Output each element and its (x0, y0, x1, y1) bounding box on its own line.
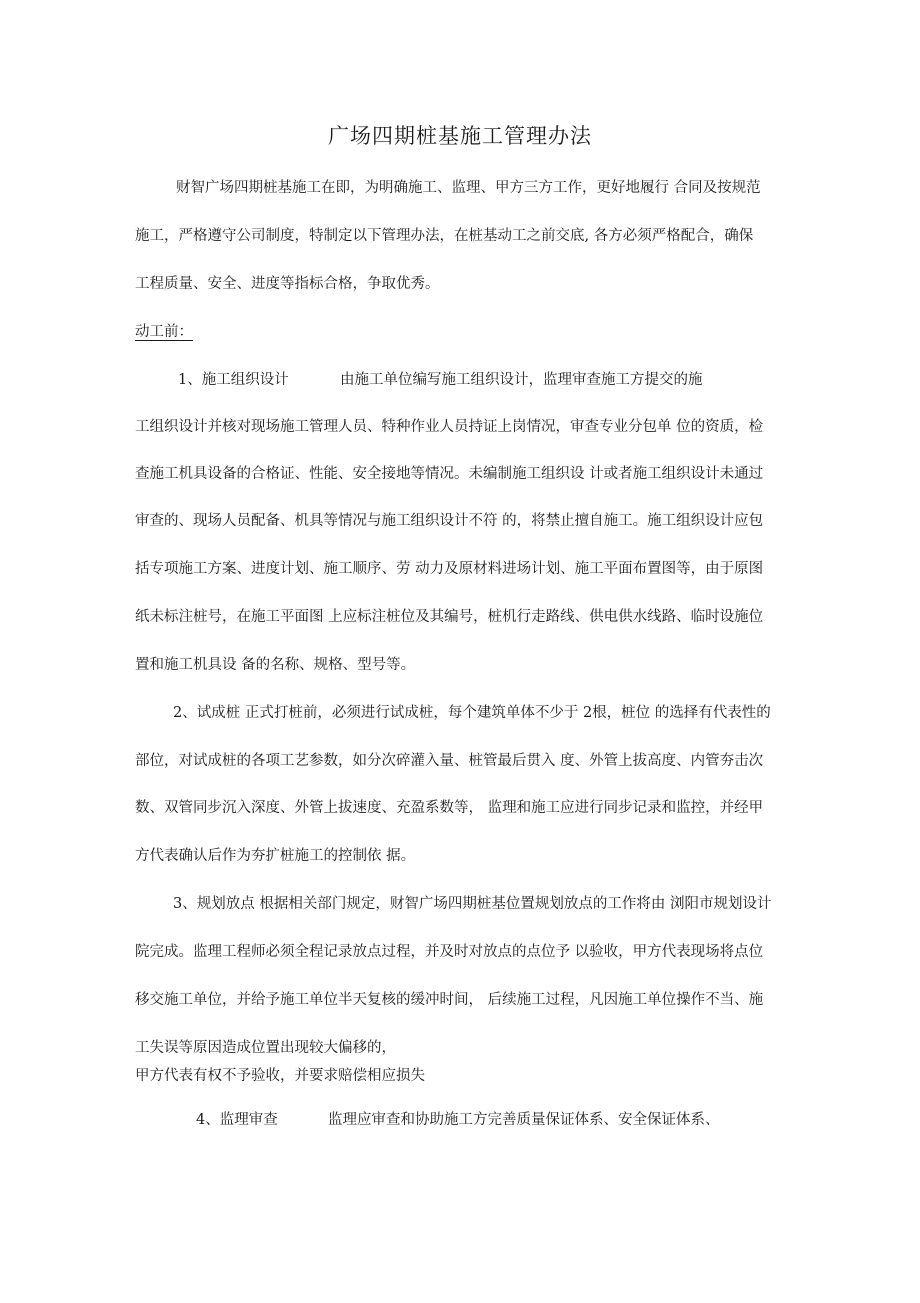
document-title: 广场四期桩基施工管理办法 (328, 124, 592, 148)
item1-line-2: 查施工机具设备的合格证、性能、安全接地等情况。未编制施工组织设 计或者施工组织设计未通过 (135, 466, 764, 482)
item1-first-line: 由施工单位编写施工组织设计，监理审查施工方提交的施 (340, 372, 703, 388)
item4-first-line: 监理应审查和协助施工方完善质量保证体系、安全保证体系、 (328, 1112, 720, 1128)
item3-first-line: 3、规划放点 根据相关部门规定，财智广场四期桩基位置规划放点的工作将由 浏阳市规划设计 (173, 896, 772, 912)
item1-line-4: 括专项施工方案、进度计划、施工顺序、劳 动力及原材料进场计划、施工平面布置图等，由于原图 (135, 561, 764, 577)
item3-line-4: 甲方代表有权不予验收，并要求赔偿相应损失 (135, 1068, 425, 1084)
item1-line-5: 纸未标注桩号，在施工平面图 上应标注桩位及其编号，桩机行走路线、供电供水线路、临时设施位 (135, 609, 764, 625)
item4-number-label: 4、监理审查 (196, 1112, 278, 1128)
item3-line-1: 院完成。监理工程师必须全程记录放点过程，并及时对放点的点位予 以验收，甲方代表现场将点位 (135, 944, 764, 960)
item2-line-2: 数、双管同步沉入深度、外管上拔速度、充盈系数等， 监理和施工应进行同步记录和监控，并经甲 (135, 800, 764, 816)
item3-line-3: 工失误等原因造成位置出现较大偏移的， (135, 1040, 396, 1056)
item1-line-6: 置和施工机具设 备的名称、规格、型号等。 (135, 657, 416, 673)
item2-line-3: 方代表确认后作为夯扩桩施工的控制依 据。 (135, 848, 416, 864)
item1-number-label: 1、施工组织设计 (178, 372, 289, 388)
intro-line-1: 财智广场四期桩基施工在即，为明确施工、监理、甲方三方工作，更好地履行 合同及按规范 (176, 180, 761, 196)
item1-line-3: 审查的、现场人员配备、机具等情况与施工组织设计不符 的，将禁止擅自施工。施工组织设计应包 (135, 513, 764, 529)
section-heading: 动工前： (135, 324, 193, 340)
item2-line-1: 部位，对试成桩的各项工艺参数，如分次碎灌入量、桩管最后贯入 度、外管上拔高度、内管夯击次 (135, 753, 764, 769)
item1-line-1: 工组织设计并核对现场施工管理人员、特种作业人员持证上岗情况，审查专业分包单 位的资质，检 (135, 419, 764, 435)
intro-line-2: 施工，严格遵守公司制度，特制定以下管理办法，在桩基动工之前交底, 各方必须严格配合，确保 (135, 228, 754, 244)
item2-first-line: 2、试成桩 正式打桩前，必须进行试成桩，每个建筑单体不少于 2根，桩位 的选择有代表性的 (173, 705, 771, 721)
intro-line-3: 工程质量、安全、进度等指标合格，争取优秀。 (135, 276, 440, 292)
item3-line-2: 移交施工单位，并给予施工单位半天复核的缓冲时间， 后续施工过程，凡因施工单位操作不当、施 (135, 992, 764, 1008)
